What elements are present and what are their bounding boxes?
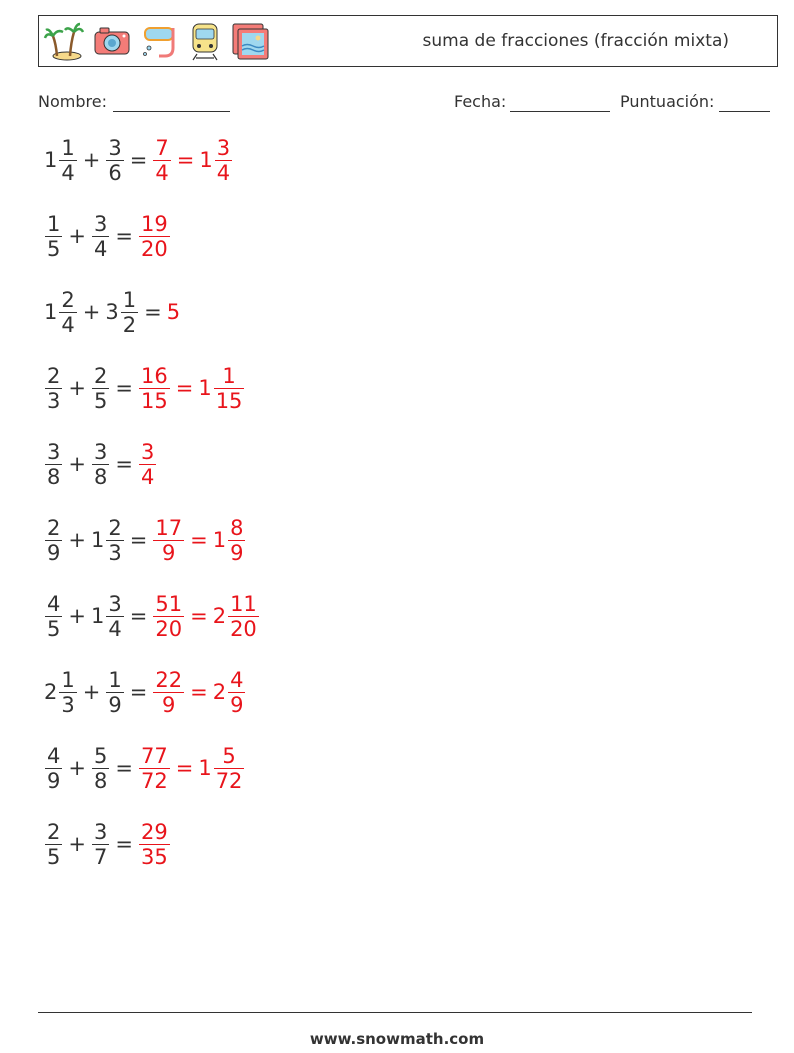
problem-row [44,208,171,264]
header-icons [43,20,271,62]
answer [138,440,157,489]
operator: = [176,148,195,172]
answer [138,364,245,413]
fraction [106,136,123,185]
fraction [139,744,170,793]
numerator: 5 [222,743,236,768]
mixed-number [152,136,171,185]
denominator: 8 [47,464,61,489]
fraction [106,516,123,565]
mixed-number [91,212,110,261]
fraction [45,212,62,261]
denominator: 9 [162,540,176,565]
numerator: 29 [140,819,168,844]
denominator: 20 [140,236,168,261]
fraction [45,440,62,489]
mixed-number [91,820,110,869]
fraction [106,592,123,641]
whole-part: 1 [90,528,105,552]
answer [152,516,246,565]
fraction [139,440,156,489]
denominator: 4 [93,236,108,261]
mixed-number [198,364,245,413]
mixed-number [105,668,124,717]
fraction [139,364,170,413]
footer-site: www.snowmath.com [309,1030,485,1048]
mixed-number [44,136,78,185]
answer [167,300,181,324]
whole-part: 2 [212,604,227,628]
numerator: 1 [61,135,75,160]
fraction [228,592,259,641]
fraction [92,744,109,793]
denominator: 4 [155,160,169,185]
whole-part: 1 [44,148,58,172]
date-label: Fecha: [454,92,507,111]
mixed-number [44,440,63,489]
denominator: 3 [47,388,61,413]
numerator: 8 [230,515,244,540]
operator: + [82,148,101,172]
problem-row [44,360,245,416]
fraction [214,744,245,793]
problem-row [44,588,260,644]
mixed-number [44,212,63,261]
score-field[interactable] [719,111,770,112]
denominator: 3 [108,540,122,565]
mixed-number [167,300,181,324]
numerator: 3 [140,439,155,464]
mixed-number [198,744,245,793]
operator: = [129,148,148,172]
operator: = [129,528,148,552]
numerator: 3 [47,439,61,464]
fraction [45,592,62,641]
denominator: 4 [140,464,155,489]
mixed-number [44,744,63,793]
problem-row [44,284,181,340]
whole-part: 1 [198,756,212,780]
problem-row [44,436,157,492]
denominator: 9 [162,692,176,717]
mixed-number [138,440,157,489]
whole-part: 1 [198,376,212,400]
mixed-number [199,136,233,185]
denominator: 20 [155,616,183,641]
numerator: 22 [155,667,183,692]
mixed-number [91,364,110,413]
answer [138,212,171,261]
answer [138,744,245,793]
whole-part: 1 [90,604,105,628]
mixed-number [213,516,247,565]
denominator: 5 [47,844,61,869]
whole-part: 1 [44,300,58,324]
numerator: 5 [93,743,108,768]
operator: = [129,604,148,628]
mixed-number [91,516,125,565]
mixed-number [44,516,63,565]
mixed-number [44,668,78,717]
denominator: 2 [122,312,137,337]
numerator: 1 [108,667,122,692]
fraction [139,820,170,869]
operator: = [190,604,208,628]
fraction [45,744,62,793]
denominator: 9 [47,768,61,793]
answer [152,668,246,717]
denominator: 35 [140,844,168,869]
numerator: 2 [47,515,61,540]
date-field[interactable] [510,111,610,112]
fraction [153,136,170,185]
denominator: 9 [108,692,122,717]
fraction [153,592,184,641]
mixed-number [44,820,63,869]
denominator: 4 [61,312,75,337]
operator: + [68,756,86,780]
mixed-number [138,820,171,869]
denominator: 4 [61,160,75,185]
denominator: 5 [47,616,61,641]
mixed-number [105,136,124,185]
problem-row [44,816,171,872]
fraction [92,820,109,869]
fraction [215,136,232,185]
whole-part: 1 [212,528,227,552]
fraction [228,516,245,565]
numerator: 19 [140,211,168,236]
denominator: 4 [108,616,122,641]
numerator: 1 [222,363,236,388]
palm-island-icon [43,20,85,62]
operator: + [82,300,101,324]
denominator: 72 [215,768,243,793]
mixed-number [44,592,63,641]
denominator: 8 [93,464,108,489]
numerator: 4 [47,743,61,768]
numerator: 2 [108,515,122,540]
problem-row [44,740,245,796]
operator: = [144,300,162,324]
problem-row [44,132,233,188]
snorkel-mask-icon [139,20,181,62]
fraction [59,668,76,717]
numerator: 3 [93,819,108,844]
mixed-number [91,440,110,489]
denominator: 20 [230,616,257,641]
mixed-number [152,668,185,717]
answer [138,820,171,869]
numerator: 2 [93,363,108,388]
denominator: 9 [230,692,244,717]
numerator: 1 [122,287,137,312]
train-icon [187,20,223,62]
denominator: 5 [47,236,61,261]
whole-part: 5 [166,300,181,324]
fraction [106,668,123,717]
footer-divider [38,1012,752,1013]
numerator: 17 [155,515,183,540]
answer [152,592,259,641]
numerator: 2 [47,819,61,844]
numerator: 3 [93,439,108,464]
operator: + [68,452,86,476]
camera-icon [91,20,133,62]
numerator: 3 [216,135,231,160]
name-label: Nombre: [38,92,107,111]
picture-icon [229,20,271,62]
answer [152,136,233,185]
fraction [121,288,138,337]
numerator: 3 [108,591,122,616]
denominator: 5 [93,388,108,413]
operator: = [190,528,208,552]
numerator: 4 [47,591,61,616]
denominator: 8 [93,768,108,793]
numerator: 1 [47,211,61,236]
denominator: 9 [230,540,244,565]
numerator: 2 [61,287,75,312]
numerator: 16 [140,363,168,388]
numerator: 7 [155,135,169,160]
operator: = [115,832,133,856]
whole-part: 1 [199,148,213,172]
score-label: Puntuación: [620,92,715,111]
numerator: 4 [230,667,244,692]
denominator: 15 [215,388,243,413]
fraction [214,364,245,413]
operator: + [82,680,101,704]
numerator: 11 [230,591,257,616]
fraction [45,820,62,869]
numerator: 2 [47,363,61,388]
fraction [92,364,109,413]
problem-row [44,512,246,568]
denominator: 6 [108,160,122,185]
operator: = [115,224,133,248]
numerator: 3 [108,135,122,160]
operator: = [175,376,194,400]
mixed-number [152,516,185,565]
fraction [228,668,245,717]
operator: = [115,756,133,780]
fraction [59,136,76,185]
fraction [153,668,184,717]
mixed-number [138,744,171,793]
mixed-number [44,364,63,413]
denominator: 4 [216,160,231,185]
fraction [153,516,184,565]
fraction [45,364,62,413]
fraction [139,212,170,261]
numerator: 77 [140,743,168,768]
numerator: 51 [155,591,183,616]
operator: + [68,224,86,248]
fraction [45,516,62,565]
mixed-number [105,288,139,337]
worksheet-title: suma de fracciones (fracción mixta) [422,31,729,51]
fraction [92,440,109,489]
mixed-number [152,592,185,641]
whole-part: 3 [105,300,119,324]
operator: = [190,680,208,704]
whole-part: 2 [44,680,58,704]
mixed-number [44,288,78,337]
mixed-number [213,592,260,641]
operator: = [115,452,133,476]
whole-part: 2 [212,680,227,704]
mixed-number [213,668,247,717]
name-field[interactable] [113,111,230,112]
denominator: 3 [61,692,75,717]
mixed-number [91,592,125,641]
denominator: 7 [93,844,108,869]
operator: + [68,604,86,628]
denominator: 9 [47,540,61,565]
mixed-number [138,212,171,261]
mixed-number [91,744,110,793]
operator: = [175,756,194,780]
numerator: 1 [61,667,75,692]
mixed-number [138,364,171,413]
problem-row [44,664,246,720]
denominator: 72 [140,768,168,793]
operator: = [115,376,133,400]
operator: + [68,832,86,856]
denominator: 15 [140,388,168,413]
operator: + [68,376,86,400]
operator: + [68,528,86,552]
fraction [92,212,109,261]
student-info-row [38,92,770,116]
numerator: 3 [93,211,108,236]
operator: = [129,680,148,704]
fraction [59,288,76,337]
worksheet-header [38,15,778,67]
